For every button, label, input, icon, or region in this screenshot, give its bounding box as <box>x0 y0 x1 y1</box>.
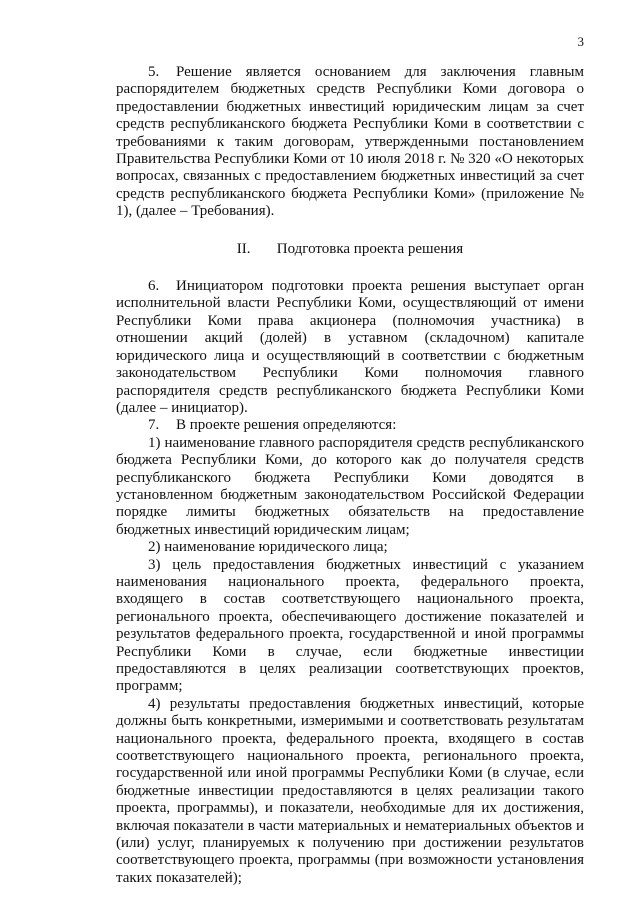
paragraph-7 <box>116 417 584 434</box>
paragraph-5 <box>116 64 584 221</box>
paragraph-7-text: В проекте решения определяются: <box>176 417 397 434</box>
list-item-4: 4) результаты предоставления бюджетных инвестиций, которые должны быть конкретными, измеримыми и соответствовать результатам национального проекта, федерального проекта, входящего в состав соответствующего национального проекта, регионального проекта, государственной или иной программы Республики Коми (в случае, если бюджетные инвестиции предоставляются в целях реализации такого проекта, программы), и показатели, необходимые для их достижения, включая показатели в части материальных и нематериальных объектов и (или) услуг, планируемых к получению при достижении результатов соответствующего проекта, программы (при возможности установления таких показателей); <box>116 695 584 886</box>
list-item-3: 3) цель предоставления бюджетных инвестиций с указанием наименования национального проекта, федерального проекта, входящего в состав соответствующего национального проекта, регионального проекта, обеспечивающего достижение показателей и результатов федерального проекта, государственной и иной программы Республики Коми в случае, если бюджетные инвестиции предоставляются в целях реализации соответствующих проектов, программ; <box>116 556 584 695</box>
page-number: 3 <box>577 34 584 49</box>
paragraph-6-number: 6. <box>148 278 160 295</box>
paragraph-6-text: Инициатором подготовки проекта решения выступает орган исполнительной власти Республики Коми, осуществляющий от имени Республики Коми права акционера (полномочия участника) в отношении акций (долей) в уставном (складочном) капитале юридического лица и осуществляющий в соответствии с бюджетным законодательством Республики Коми полномочия главного распорядителя средств республиканского бюджета Республики Коми (далее – инициатор). <box>116 278 584 416</box>
paragraph-7-number: 7. <box>148 417 160 434</box>
list-item-2: 2) наименование юридического лица; <box>148 539 388 556</box>
paragraph-5-text: Решение является основанием для заключения главным распорядителем бюджетных средств Республики Коми договора о предоставлении бюджетных инвестиций юридическим лицам за счет средств республиканского бюджета Республики Коми в соответствии с требованиями к таким договорам, утвержденными постановлением Правительства Республики Коми от 10 июля 2018 г. № 320 «О некоторых вопросах, связанных с предоставлением бюджетных инвестиций за счет средств республиканского бюджета Республики Коми» (приложение № 1), (далее – Требования). <box>116 64 584 220</box>
section-number: II. <box>236 240 251 257</box>
paragraph-6 <box>116 278 584 417</box>
document-body <box>116 64 584 887</box>
paragraph-5-number: 5. <box>148 64 160 80</box>
section-title: Подготовка проекта решения <box>276 240 464 257</box>
section-heading <box>116 241 584 258</box>
list-item-1: 1) наименование главного распорядителя средств республиканского бюджета Республики Коми, до которого как до получателя средств республиканского бюджета Республики Коми доводятся в установленном бюджетным законодательством Российской Федерации порядке лимиты бюджетных обязательств на предоставление бюджетных инвестиций юридическим лицам; <box>116 434 584 538</box>
